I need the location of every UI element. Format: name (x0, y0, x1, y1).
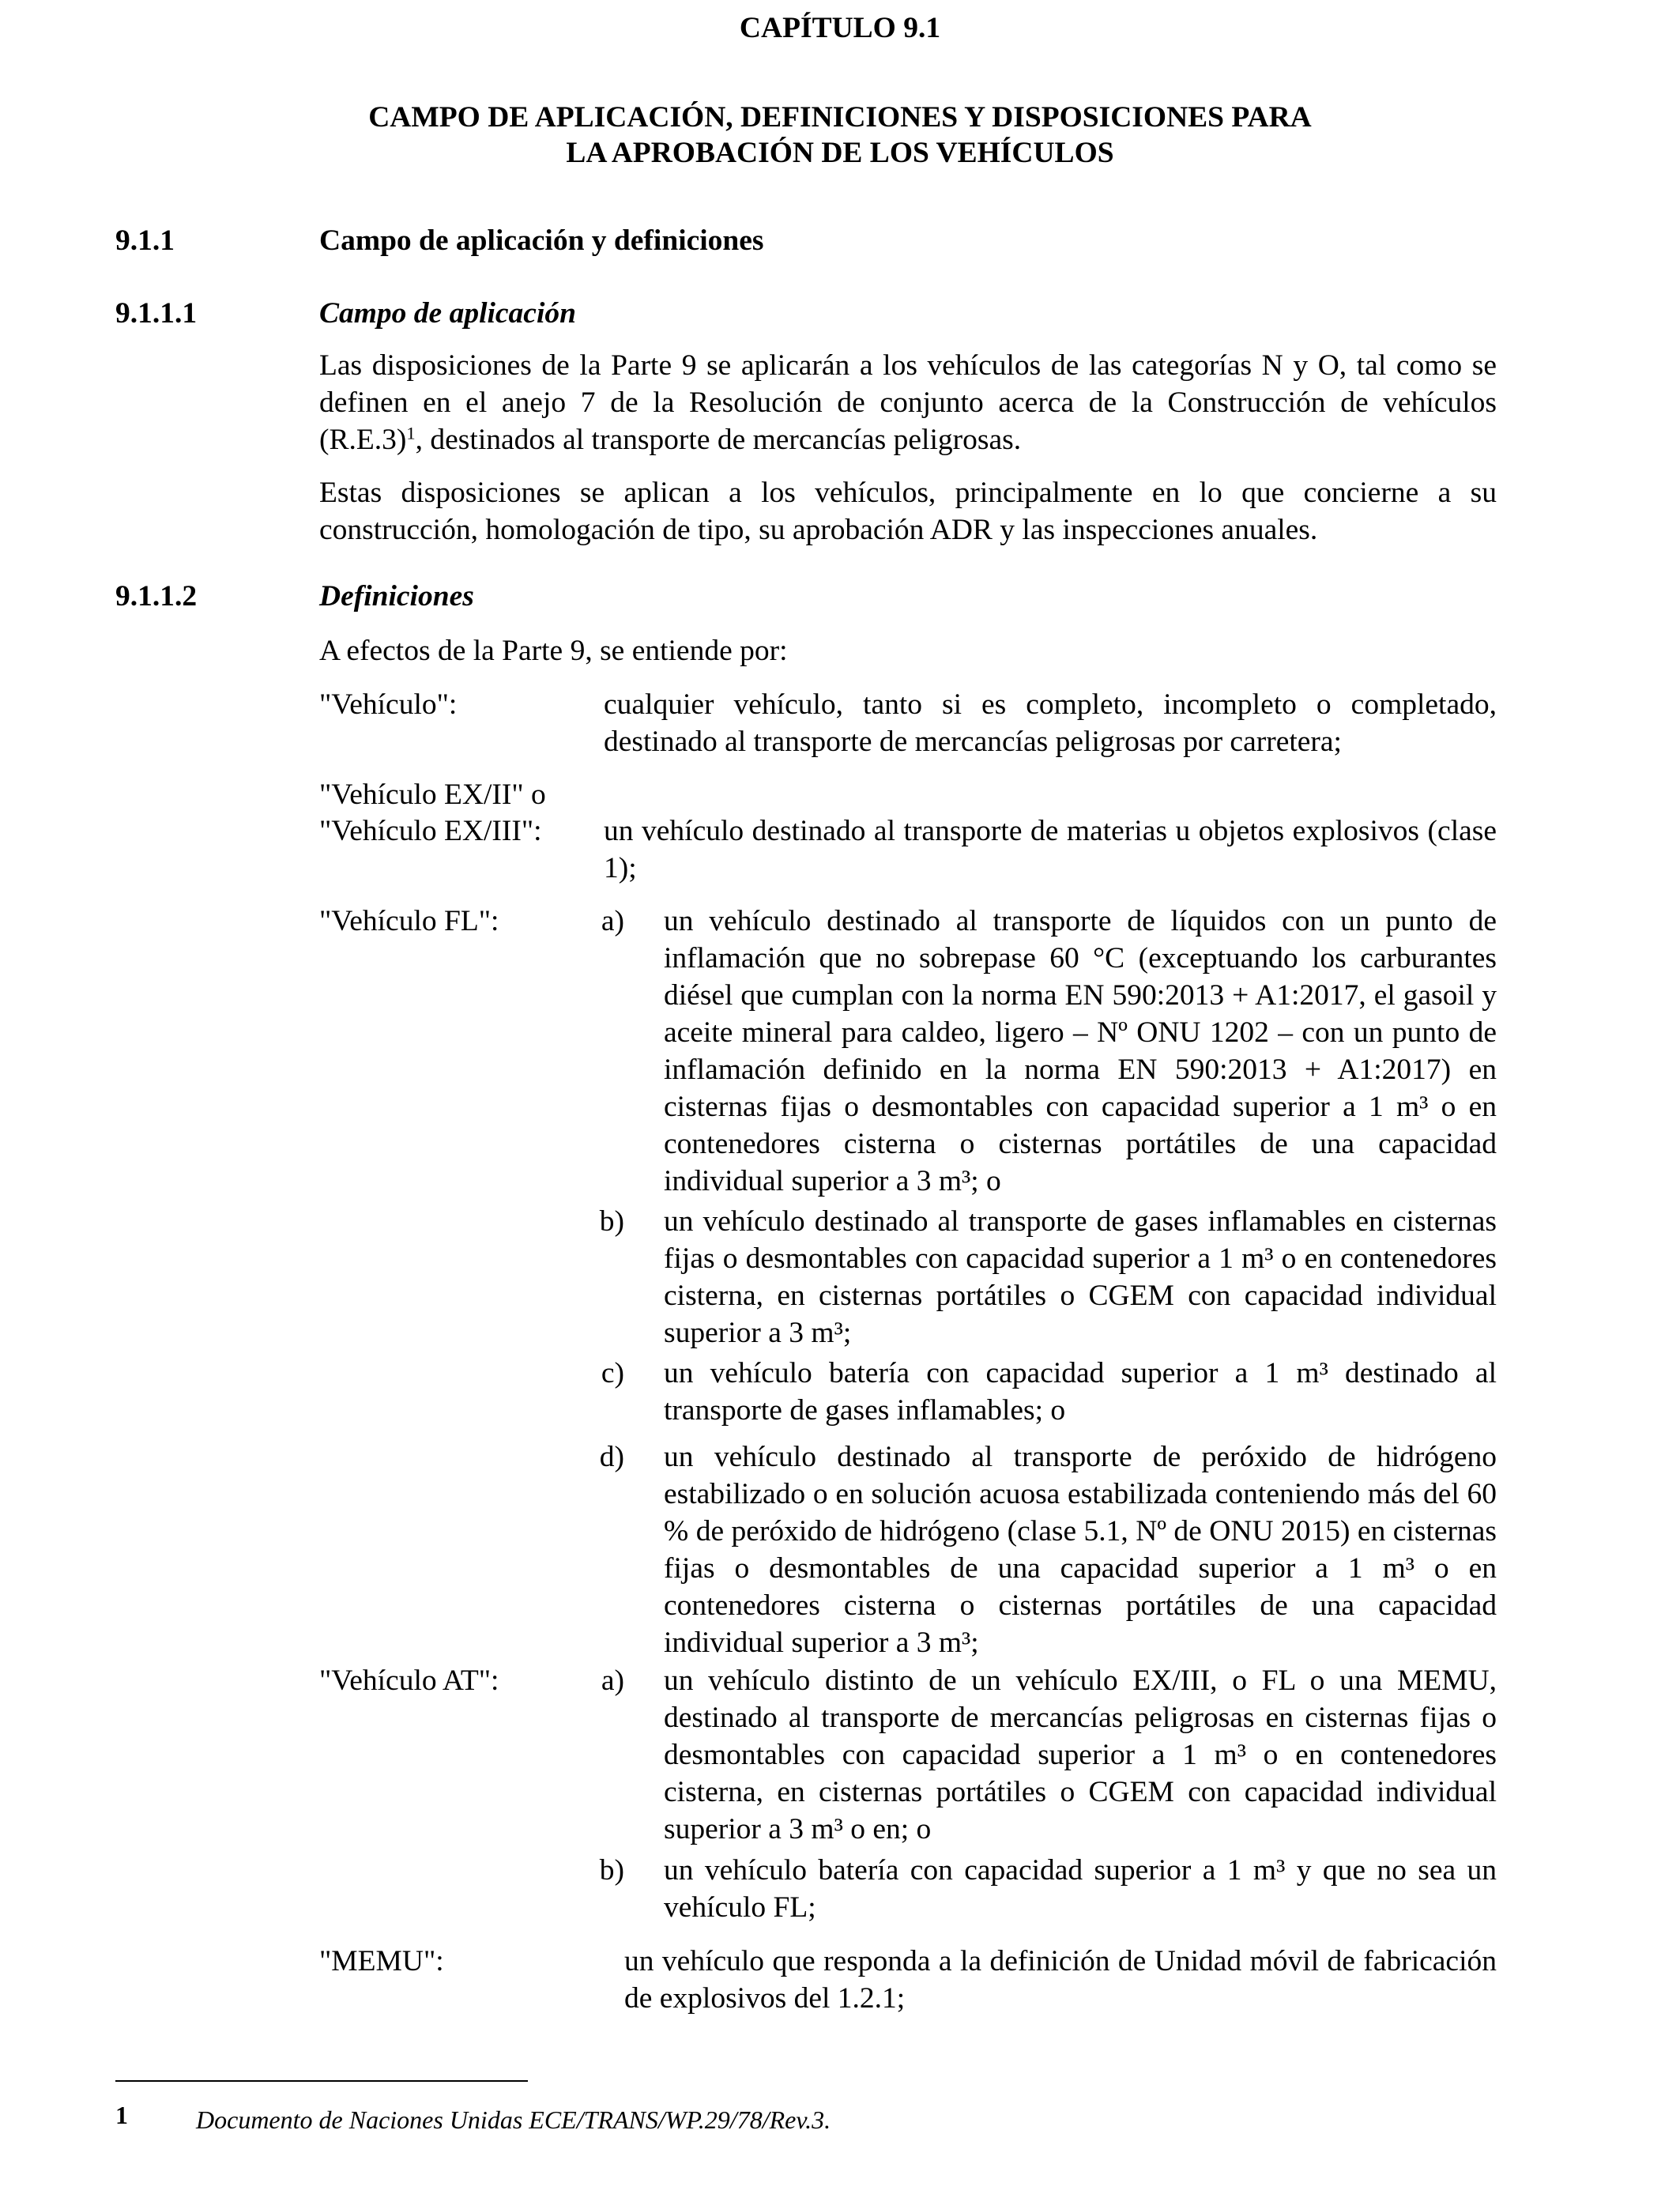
chapter-title: CAPÍTULO 9.1 (739, 12, 941, 44)
footnote-text: Documento de Naciones Unidas ECE/TRANS/WP.29/78/Rev.3. (196, 2105, 831, 2134)
fl-item-d-text: un vehículo destinado al transporte de peróxido de hidrógeno estabilizado o en solución acuosa estabilizada conteniendo más del 60 % de peróxido de hidrógeno (clase 5.1, Nº de ONU 2015) en cisternas fijas o desmontables de una capacidad superior a 1 m³ o en contenedores cisterna o cisternas portátiles de una capacidad individual superior a 3 m³; (664, 1441, 1497, 1659)
term-fl: "Vehículo FL": (319, 905, 499, 937)
scope-paragraph-1 (319, 347, 1497, 458)
at-item-b-text: un vehículo batería con capacidad superior a 1 m³ y que no sea un vehículo FL; (664, 1854, 1497, 1924)
section-number-9-1-1-1: 9.1.1.1 (115, 297, 198, 330)
fl-item-b (585, 1203, 1497, 1351)
fl-item-a (585, 903, 1497, 1200)
scope-paragraph-1-tail: , destinados al transporte de mercancías peligrosas. (415, 424, 1022, 456)
scope-paragraph-1-text: Las disposiciones de la Parte 9 se aplicarán a los vehículos de las categorías N y O, tal como se definen en el anejo 7 de la Resolución de conjunto acerca de la Construcción de vehículos (R.E.3) (319, 349, 1497, 456)
scope-paragraph-2: Estas disposiciones se aplican a los vehículos, principalmente en lo que concierne a su construcción, homologación de tipo, su aprobación ADR y las inspecciones anuales. (319, 477, 1497, 546)
section-number-9-1-1-2: 9.1.1.2 (115, 580, 198, 613)
fl-item-a-letter: a) (601, 905, 624, 937)
at-item-a-text: un vehículo distinto de un vehículo EX/III, o FL o una MEMU, destinado al transporte de mercancías peligrosas en cisternas fijas o desmontables con capacidad superior a 1 m³ o en contenedores cisterna, en cisternas portátiles o CGEM con capacidad individual superior a 3 m³ o en; o (664, 1664, 1497, 1845)
fl-item-c-text: un vehículo batería con capacidad superior a 1 m³ destinado al transporte de gases inflamables; o (664, 1357, 1497, 1427)
footnote-ref: 1 (406, 423, 416, 443)
fl-item-b-letter: b) (599, 1205, 624, 1238)
definitions-intro: A efectos de la Parte 9, se entiende por: (319, 635, 788, 667)
fl-item-a-text: un vehículo destinado al transporte de líquidos con un punto de inflamación que no sobrepase 60 °C (exceptuando los carburantes diésel que cumplan con la norma EN 590:2013 + A1:2017, el gasoil y aceite mineral para caldeo, ligero – Nº ONU 1202 – con un punto de inflamación definido en la norma EN 590:2013 + A1:2017) en cisternas fijas o desmontables con capacidad superior a 1 m³ o en contenedores cisterna o cisternas portátiles de una capacidad individual superior a 3 m³; o (664, 905, 1497, 1197)
footnote-number: 1 (115, 2101, 128, 2129)
term-vehiculo: "Vehículo": (319, 688, 458, 721)
at-item-a (585, 1662, 1497, 1848)
definition-ex: un vehículo destinado al transporte de materias u objetos explosivos (clase 1); (604, 815, 1497, 884)
section-number-9-1-1: 9.1.1 (115, 224, 175, 257)
fl-item-d (585, 1438, 1497, 1661)
footnote-separator (115, 2080, 528, 2082)
section-title-9-1-1-1: Campo de aplicación (319, 297, 576, 330)
at-item-b (585, 1852, 1497, 1926)
chapter-subtitle-line2: LA APROBACIÓN DE LOS VEHÍCULOS (566, 137, 1114, 169)
at-item-a-letter: a) (601, 1664, 624, 1697)
term-at: "Vehículo AT": (319, 1664, 499, 1697)
term-ex-iii: "Vehículo EX/III": (319, 815, 542, 847)
term-ex-ii: "Vehículo EX/II" o (319, 778, 546, 811)
fl-item-c (585, 1355, 1497, 1429)
chapter-subtitle-line1: CAMPO DE APLICACIÓN, DEFINICIONES Y DISPOSICIONES PARA (368, 101, 1312, 134)
at-item-b-letter: b) (599, 1854, 624, 1887)
term-memu: "MEMU": (319, 1945, 444, 1977)
definition-vehiculo: cualquier vehículo, tanto si es completo, incompleto o completado, destinado al transporte de mercancías peligrosas por carretera; (604, 688, 1497, 758)
section-title-9-1-1: Campo de aplicación y definiciones (319, 224, 764, 257)
fl-item-c-letter: c) (601, 1357, 624, 1389)
fl-item-d-letter: d) (599, 1441, 624, 1473)
section-title-9-1-1-2: Definiciones (319, 580, 474, 613)
definition-memu: un vehículo que responda a la definición de Unidad móvil de fabricación de explosivos del 1.2.1; (624, 1945, 1497, 2015)
fl-item-b-text: un vehículo destinado al transporte de gases inflamables en cisternas fijas o desmontables con capacidad superior a 1 m³ o en contenedores cisterna, en cisternas portátiles o CGEM con capacidad individual superior a 3 m³; (664, 1205, 1497, 1349)
